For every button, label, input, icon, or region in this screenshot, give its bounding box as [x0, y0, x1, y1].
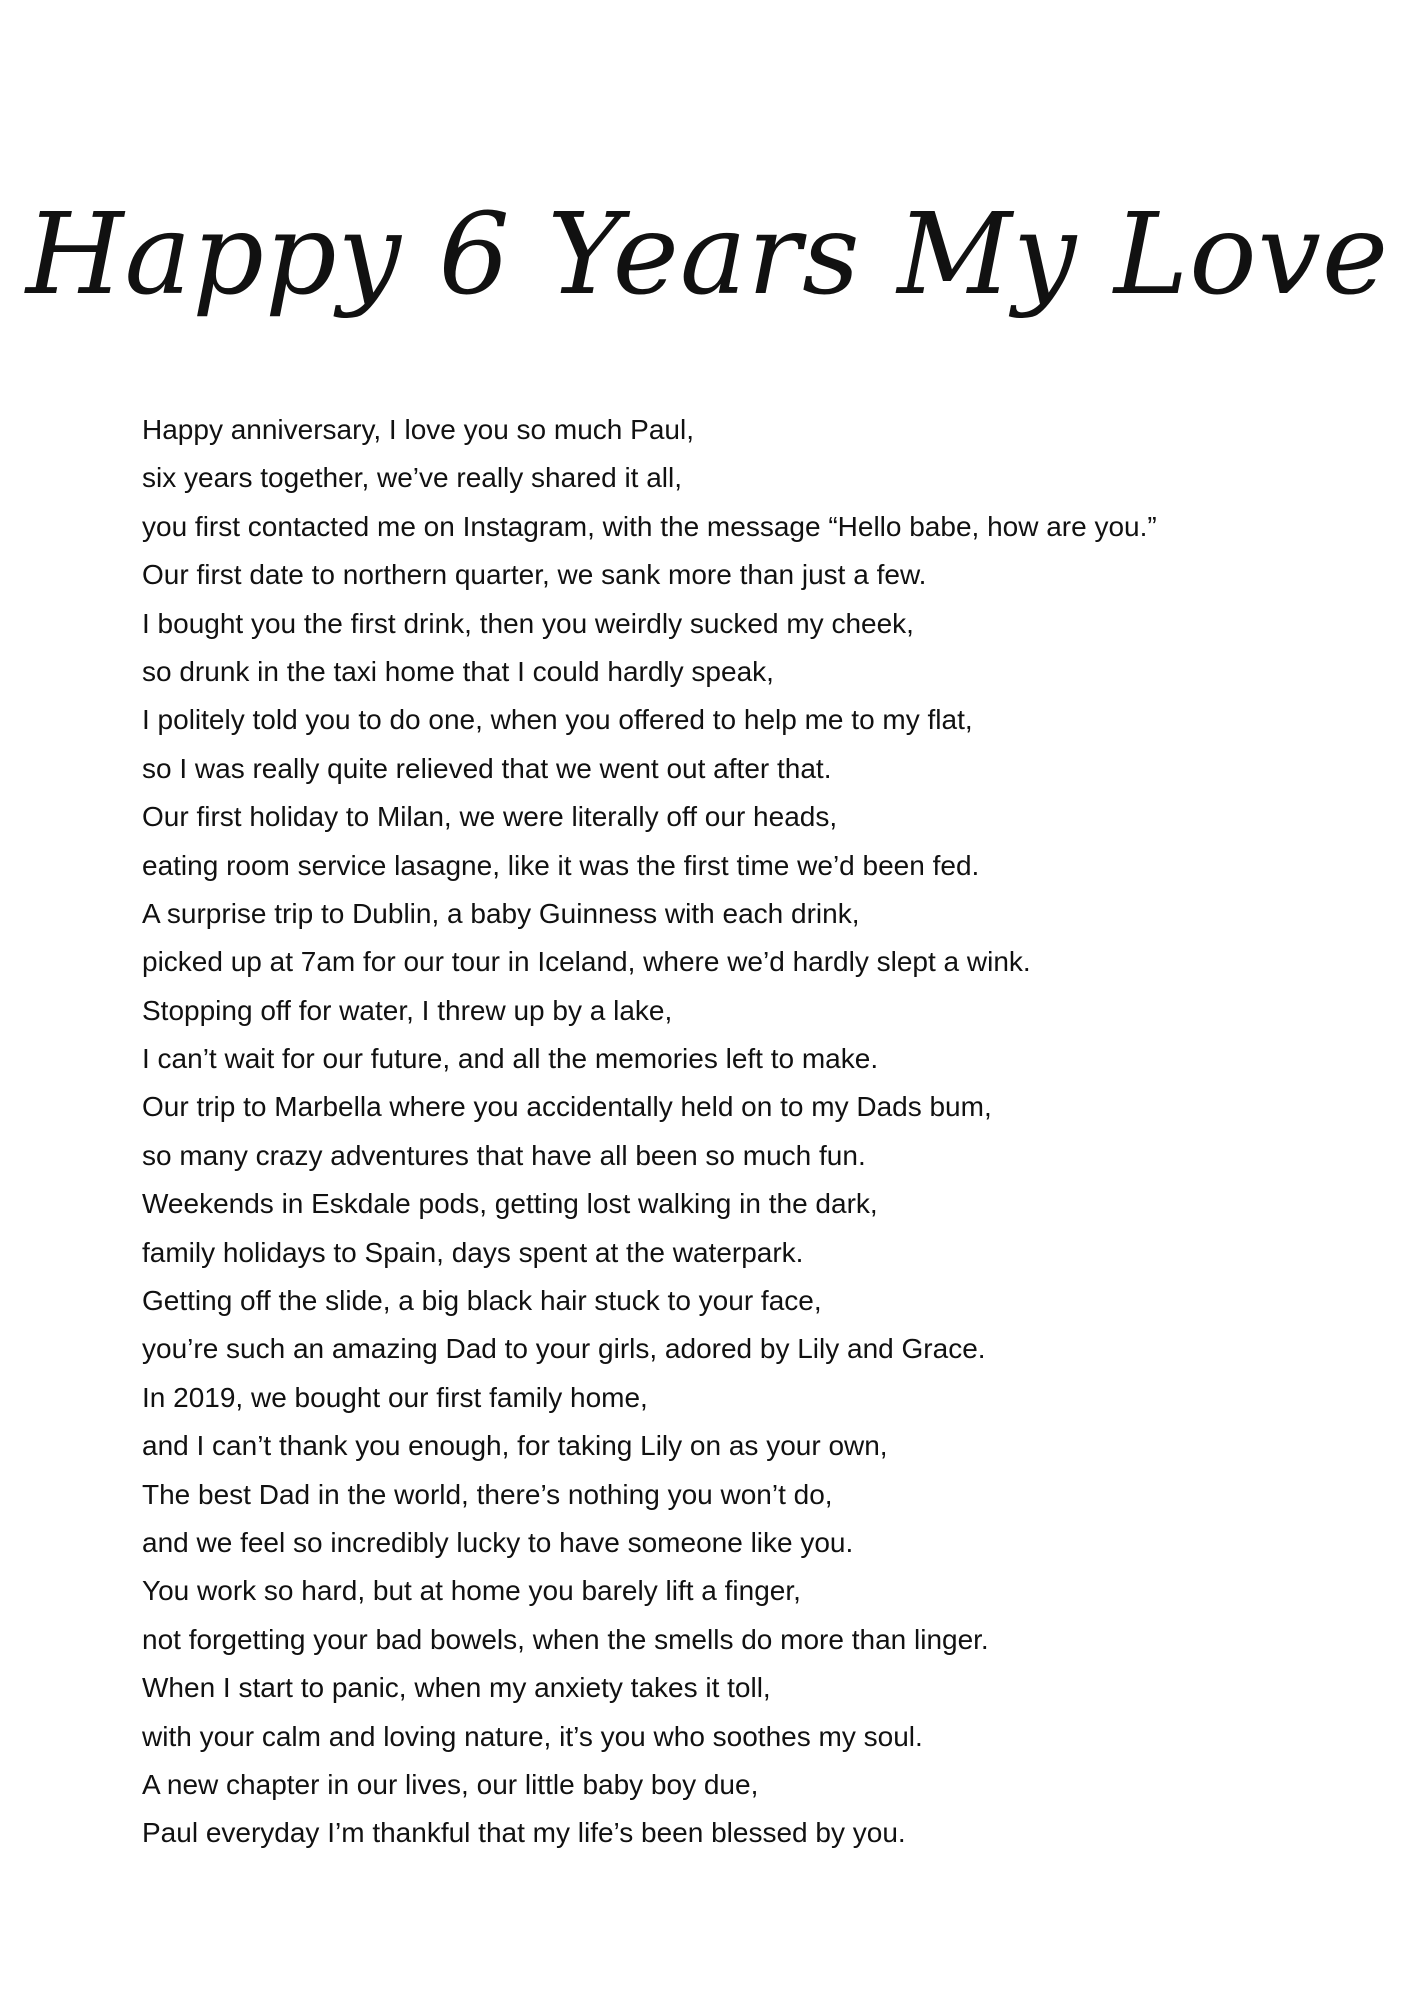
poem-line: not forgetting your bad bowels, when the smells do more than linger. — [142, 1623, 989, 1655]
poem-line: Paul everyday I’m thankful that my life’s been blessed by you. — [142, 1817, 906, 1849]
poem-line: so drunk in the taxi home that I could hardly speak, — [142, 655, 774, 687]
poem-line: so I was really quite relieved that we went out after that. — [142, 752, 832, 784]
poem-line: A new chapter in our lives, our little baby boy due, — [142, 1768, 759, 1800]
poem-line: Happy anniversary, I love you so much Paul, — [142, 414, 694, 445]
poem-line: The best Dad in the world, there’s nothing you won’t do, — [142, 1478, 833, 1510]
poem-line: In 2019, we bought our first family home, — [142, 1381, 648, 1413]
poem-line: You work so hard, but at home you barely lift a finger, — [142, 1575, 801, 1607]
poem-line: A surprise trip to Dublin, a baby Guinness with each drink, — [142, 897, 860, 929]
poem-line: When I start to panic, when my anxiety takes it toll, — [142, 1672, 771, 1704]
poem-line: six years together, we’ve really shared it all, — [142, 462, 683, 494]
poem-line: and I can’t thank you enough, for taking Lily on as your own, — [142, 1430, 888, 1462]
poem-line: I bought you the first drink, then you weirdly sucked my cheek, — [142, 607, 914, 639]
poem-line: family holidays to Spain, days spent at the waterpark. — [142, 1236, 804, 1268]
poem-line: and we feel so incredibly lucky to have someone like you. — [142, 1526, 854, 1558]
poem-line: you’re such an amazing Dad to your girls, adored by Lily and Grace. — [142, 1333, 986, 1365]
poem-body — [142, 406, 1322, 1858]
poem-line: I can’t wait for our future, and all the memories left to make. — [142, 1043, 879, 1075]
poem-title: Happy 6 Years My Love — [25, 190, 1390, 320]
poem-line: so many crazy adventures that have all been so much fun. — [142, 1139, 866, 1171]
poem-line: eating room service lasagne, like it was the first time we’d been fed. — [142, 849, 980, 881]
poem-line: you first contacted me on Instagram, with the message “Hello babe, how are you.” — [142, 510, 1157, 542]
poem-line: Our trip to Marbella where you accidentally held on to my Dads bum, — [142, 1091, 992, 1123]
poem-line: picked up at 7am for our tour in Iceland, where we’d hardly slept a wink. — [142, 946, 1031, 978]
poem-line: Weekends in Eskdale pods, getting lost walking in the dark, — [142, 1188, 878, 1220]
poem-line: Getting off the slide, a big black hair stuck to your face, — [142, 1285, 822, 1317]
poem-line: Our first holiday to Milan, we were literally off our heads, — [142, 801, 838, 833]
poem-line: Stopping off for water, I threw up by a lake, — [142, 994, 673, 1026]
poem-line: I politely told you to do one, when you offered to help me to my flat, — [142, 704, 973, 736]
poem-line: with your calm and loving nature, it’s you who soothes my soul. — [142, 1720, 923, 1752]
poem-line: Our first date to northern quarter, we sank more than just a few. — [142, 559, 927, 591]
